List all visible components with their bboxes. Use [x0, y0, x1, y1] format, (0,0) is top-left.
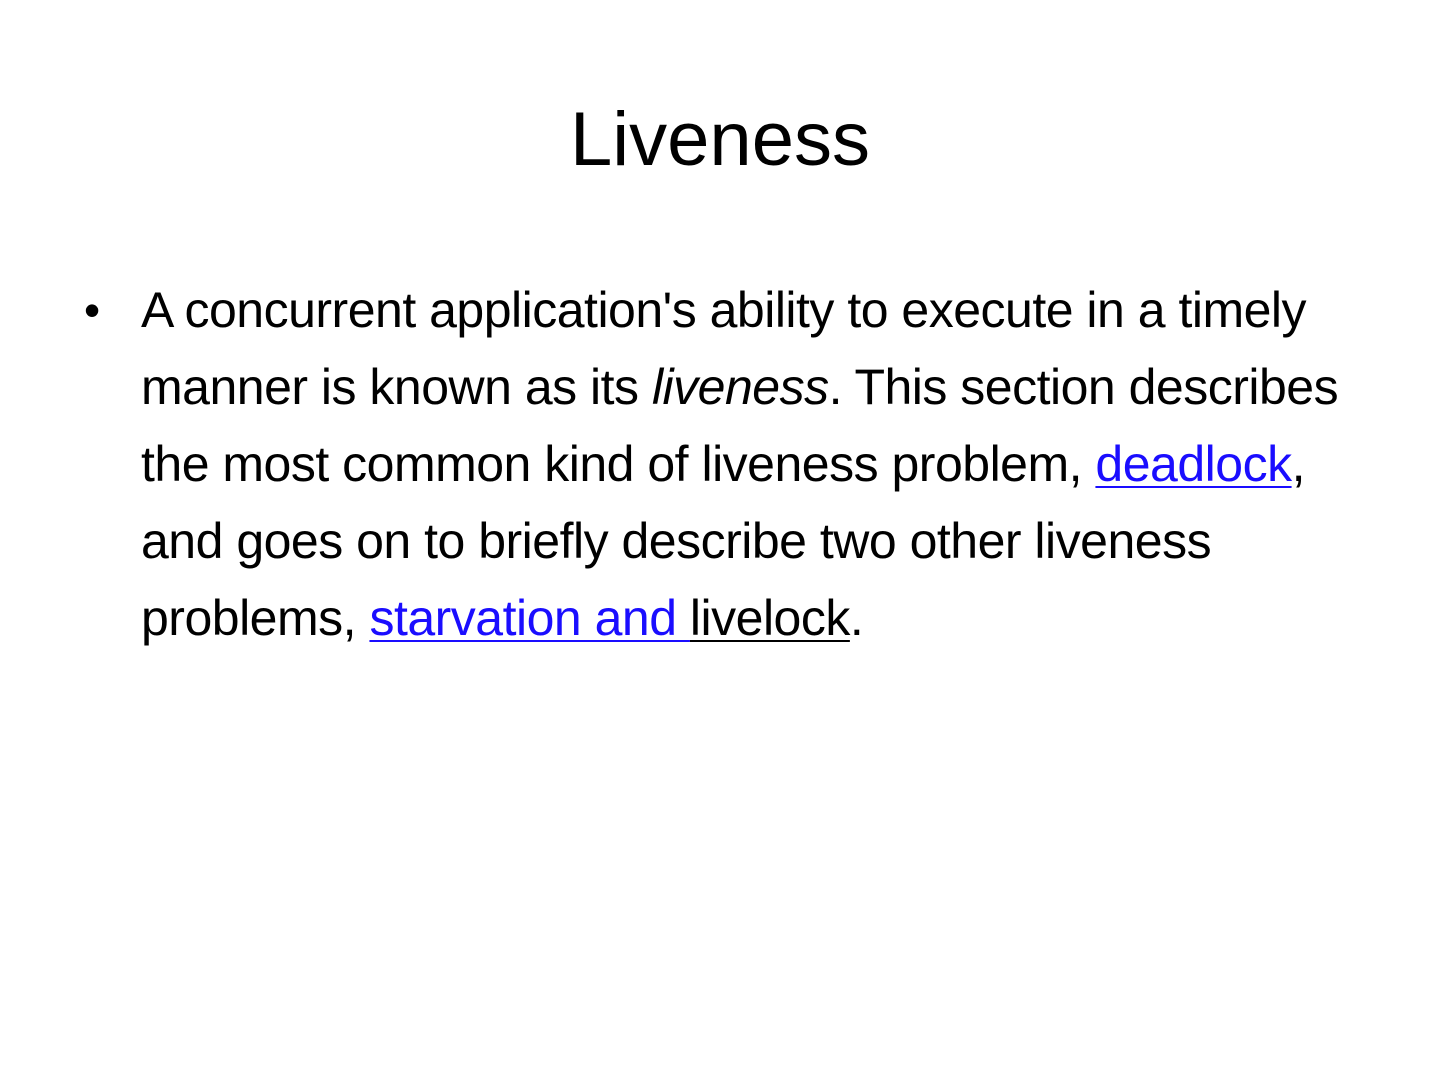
paragraph-text-3: , and goes on to briefly describe two other liveness problems,	[141, 436, 1305, 646]
paragraph-text-2: . This section describes the most common kind of liveness problem,	[141, 359, 1339, 492]
starvation-link[interactable]: starvation and	[369, 590, 690, 646]
deadlock-link[interactable]: deadlock	[1095, 436, 1292, 492]
paragraph-text-4: .	[849, 590, 864, 646]
slide-title: Liveness	[570, 97, 870, 182]
livelock-link[interactable]: livelock	[689, 590, 850, 646]
emphasis-liveness: liveness	[651, 359, 829, 415]
bullet-item	[84, 272, 1374, 657]
paragraph-text-1: A concurrent application's ability to execute in a timely manner is known as its	[141, 282, 1307, 415]
bullet-icon: •	[84, 284, 100, 336]
bullet-list	[84, 272, 1374, 657]
